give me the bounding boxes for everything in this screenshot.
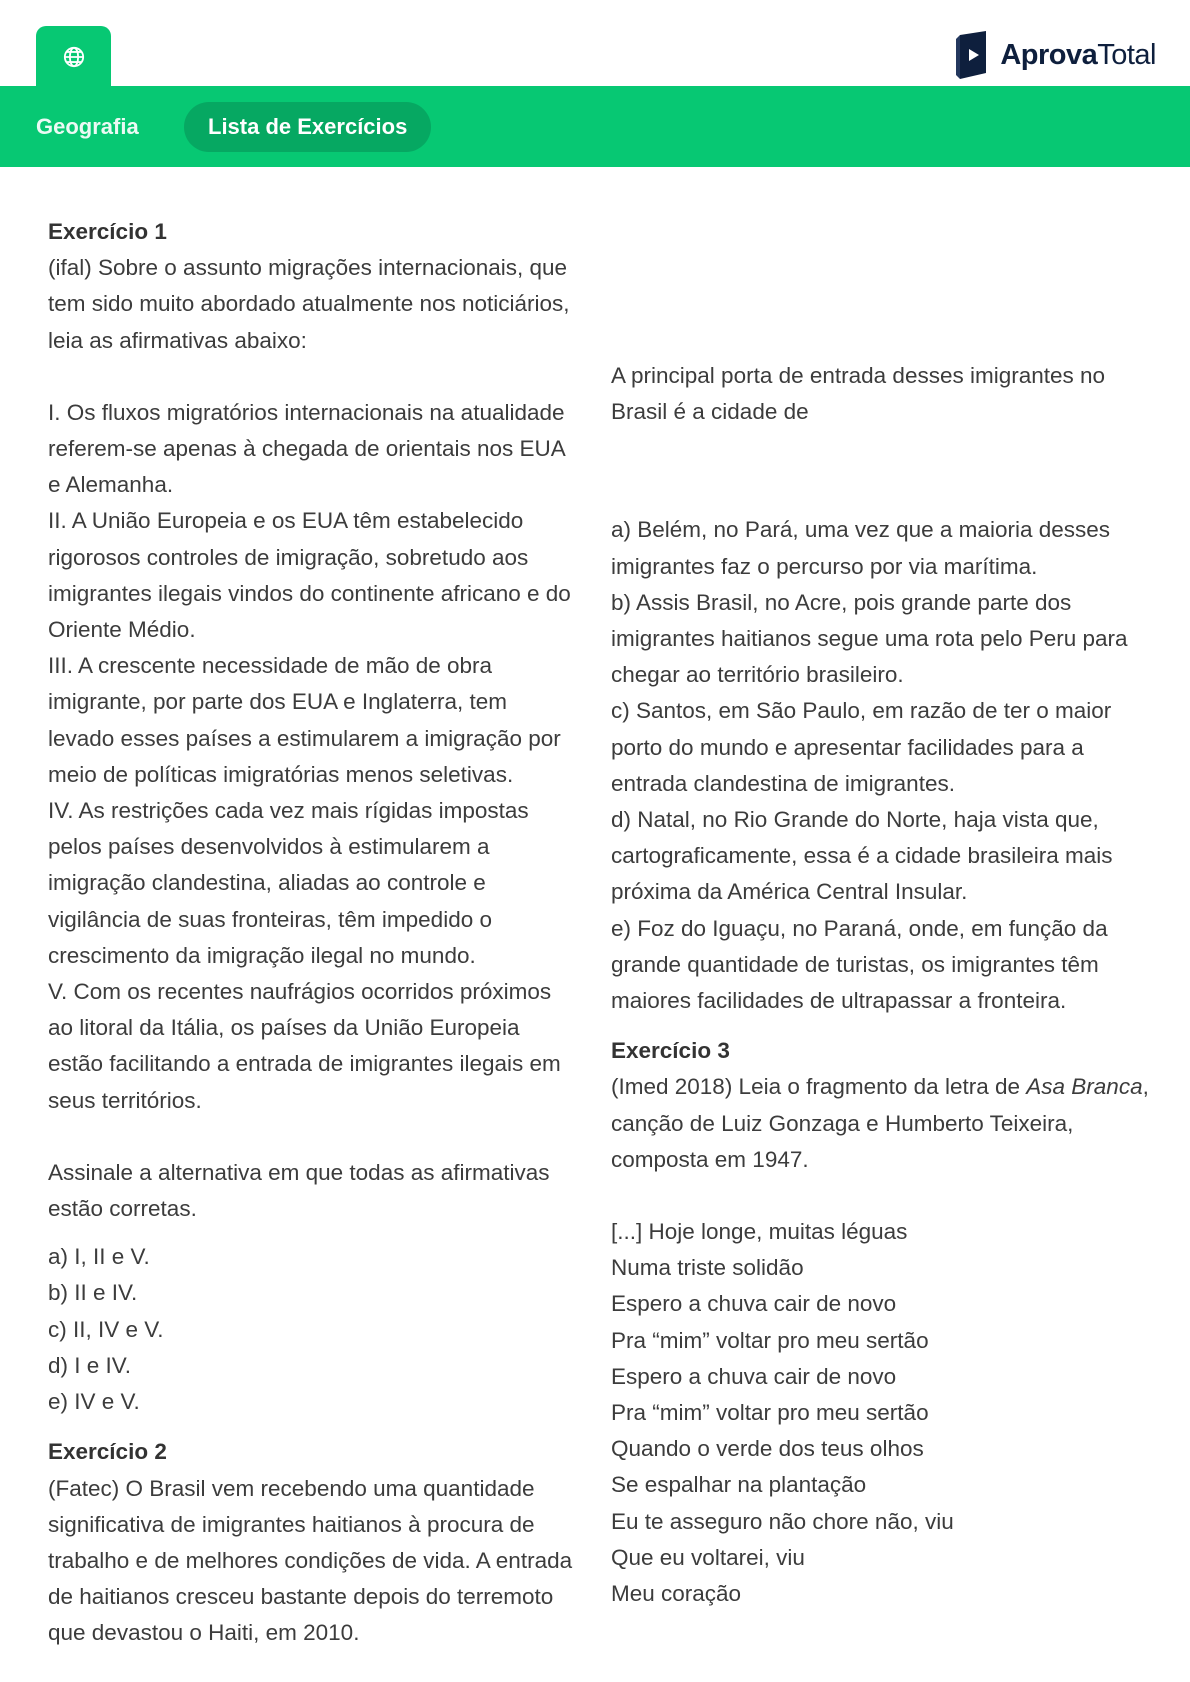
verse-line: Quando o verde dos teus olhos [611,1436,924,1462]
statement: I. Os fluxos migratórios internacionais na atualidade referem-se apenas à chegada de orientais nos EUA e Alemanha. [48,399,565,498]
verse-line: Se espalhar na plantação [611,1472,867,1498]
exercise-1-question: Assinale a alternativa em que todas as afirmativas estão corretas. [48,1159,550,1222]
verse-line: Eu te asseguro não chore não, viu [611,1508,954,1534]
statement: IV. As restrições cada vez mais rígidas impostas pelos países desenvolvidos à estimularem a imigração clandestina, aliadas ao controle e vigilância de suas fronteiras, têm impedido o crescimento da imigração ilegal no mundo. [48,798,529,968]
exercise-3-title: Exercício 3 [611,1038,730,1064]
verse-line: Espero a chuva cair de novo [611,1363,897,1389]
verse-line: Pra “mim” voltar pro meu sertão [611,1327,929,1353]
header-bar [0,86,1190,167]
exercise-3-intro: (Imed 2018) Leia o fragmento da letra de Asa Branca, canção de Luiz Gonzaga e Humberto Teixeira, composta em 1947. [611,1074,1149,1172]
verse-line: Meu coração [611,1581,742,1607]
exercise-1-options [48,1239,578,1420]
option[interactable]: a) I, II e V. [48,1244,150,1270]
exercise-1-intro: (ifal) Sobre o assunto migrações internacionais, que tem sido muito abordado atualmente nos noticiários, leia as afirmativas abaixo: [48,255,570,353]
left-column [48,214,578,1652]
subject-label[interactable]: Geografia [36,114,139,139]
verse-line: Numa triste solidão [611,1255,804,1281]
option[interactable]: e) IV e V. [48,1389,140,1415]
exercise-2-intro: (Fatec) O Brasil vem recebendo uma quantidade significativa de imigrantes haitianos à procura de trabalho e de melhores condições de vida. A entrada de haitianos cresceu bastante depois do terremoto que devastou o Haiti, em 2010. [48,1475,573,1646]
exercise-2-question: A principal porta de entrada desses imigrantes no Brasil é a cidade de [611,363,1106,425]
verse-line: [...] Hoje longe, muitas léguas [611,1219,908,1245]
option[interactable]: d) Natal, no Rio Grande do Norte, haja vista que, cartograficamente, essa é a cidade brasileira mais próxima da América Central Insular. [611,807,1113,905]
option[interactable]: a) Belém, no Pará, uma vez que a maioria desses imigrantes faz o percurso por via marítima. [611,517,1110,579]
option[interactable]: b) II e IV. [48,1280,138,1306]
brand-logo[interactable] [952,28,1156,82]
option[interactable]: b) Assis Brasil, no Acre, pois grande parte dos imigrantes haitianos segue uma rota pelo Peru para chegar ao território brasileiro. [611,589,1128,688]
verse-line: Espero a chuva cair de novo [611,1291,897,1317]
exercise-1-title: Exercício 1 [48,219,167,244]
logo-text: AprovaTotal [1000,38,1156,71]
exercise-2-title: Exercício 2 [48,1439,167,1465]
right-column [611,214,1151,1612]
statement: III. A crescente necessidade de mão de obra imigrante, por parte dos EUA e Inglaterra, tem levado esses países a estimularem a imigração por meio de políticas imigratórias menos seletivas. [48,653,561,787]
subject-tab[interactable] [36,26,111,88]
verse-line: Que eu voltarei, viu [611,1544,805,1570]
globe-icon [63,46,85,68]
option[interactable]: d) I e IV. [48,1352,131,1378]
verse-line: Pra “mim” voltar pro meu sertão [611,1400,929,1426]
book-logo-icon [952,29,990,81]
exercise-list-pill[interactable]: Lista de Exercícios [184,102,431,152]
statement: II. A União Europeia e os EUA têm estabelecido rigorosos controles de imigração, sobretudo aos imigrantes ilegais vindos do continente africano e do Oriente Médio. [48,508,571,643]
option[interactable]: c) II, IV e V. [48,1316,164,1342]
option[interactable]: e) Foz do Iguaçu, no Paraná, onde, em função da grande quantidade de turistas, os imigrantes têm maiores facilidades de ultrapassar a fronteira. [611,915,1108,1014]
statement: V. Com os recentes naufrágios ocorridos próximos ao litoral da Itália, os países da União Europeia estão facilitando a entrada de imigrantes ilegais em seus territórios. [48,979,561,1113]
option[interactable]: c) Santos, em São Paulo, em razão de ter o maior porto do mundo e apresentar facilidades para a entrada clandestina de imigrantes. [611,698,1112,796]
